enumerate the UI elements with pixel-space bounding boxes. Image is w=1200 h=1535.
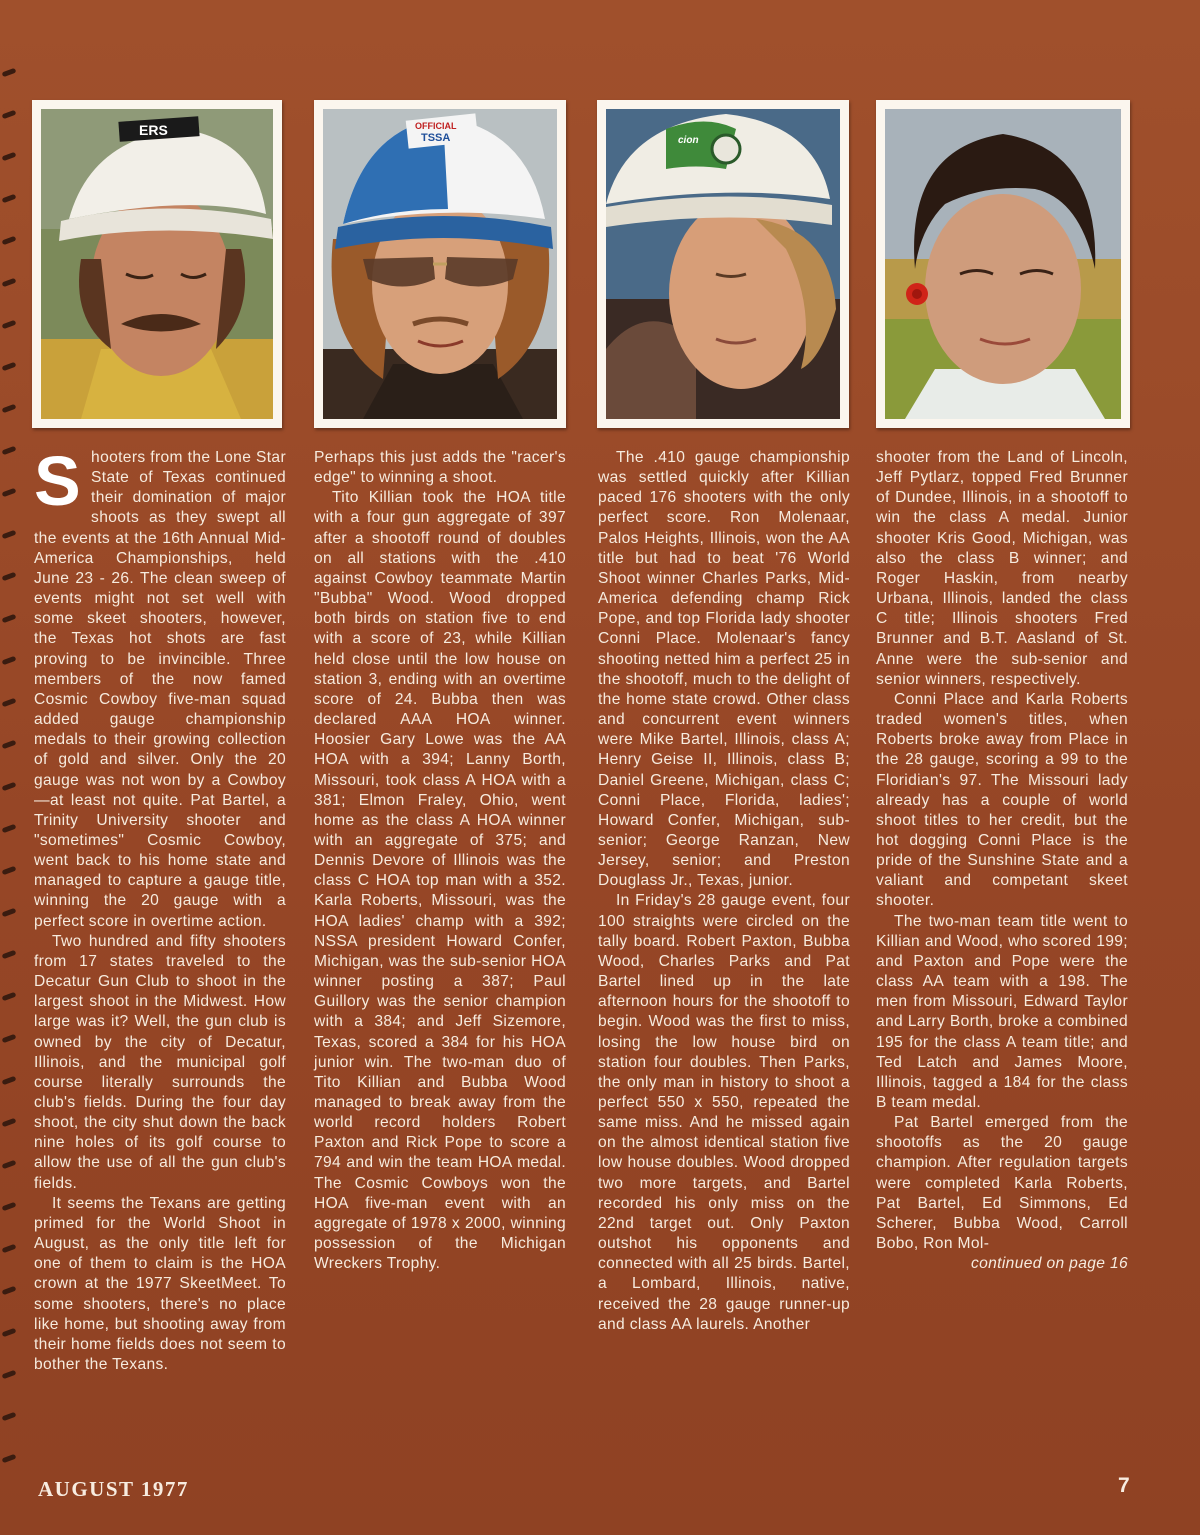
drop-cap: S: [34, 442, 82, 520]
binding-hole: [2, 194, 17, 203]
binding-hole: [2, 572, 17, 581]
article-paragraph: shooter from the Land of Lincoln, Jeff Pytlarz, topped Fred Brunner of Dundee, Illinois, in a shootoff to win the class A medal. Junior shooter Kris Good, Michigan, was also the class B winner; and Roger Haskin, from nearby Urbana, Illinois, landed the class C title; Illinois shooters Fred Brunner and B.T. Aasland of St. Anne were the sub-senior and senior winners, respectively.: [876, 449, 1128, 688]
binding-hole: [2, 656, 17, 665]
paragraph-text: hooters from the Lone Star State of Texas continued their domination of major shoots as they swept all the events at the 16th Annual Mid-America Championships, held June 23 - 26. The clean sweep of events might not set well with some skeet shooters, however, the Texas hot shots are fast proving to be invincible. Three members of the now famed Cosmic Cowboy five-man squad added gauge championship medals to their growing collection of gold and silver. Only the 20 gauge was not won by a Cowboy—at least not quite. Pat Bartel, a Trinity University shooter and "sometimes" Cosmic Cowboy, went back to his home state and managed to capture a gauge title, winning the 20 gauge with a perfect score in overtime action.: [34, 449, 286, 930]
binding-hole: [2, 1202, 17, 1211]
article-paragraph: It seems the Texans are getting primed for the World Shoot in August, as the only title left for one of them to claim is the HOA crown at the 1977 SkeetMeet. To some shooters, there's no place like home, but shooting away from their home fields does not seem to bother the Texans.: [34, 1194, 286, 1374]
article-paragraph: [34, 442, 286, 932]
binding-hole: [2, 278, 17, 287]
binding-hole: [2, 740, 17, 749]
binding-hole: [2, 1412, 17, 1421]
binding-hole: [2, 1034, 17, 1043]
spiral-binding: [0, 0, 26, 1535]
binding-hole: [2, 614, 17, 623]
binding-hole: [2, 68, 17, 77]
article-paragraph: Perhaps this just adds the "racer's edge" to winning a shoot.: [314, 449, 566, 487]
cap-logo-text-2a: OFFICIAL: [415, 121, 457, 131]
binding-hole: [2, 992, 17, 1001]
binding-hole: [2, 320, 17, 329]
binding-hole: [2, 446, 17, 455]
article-paragraph: In Friday's 28 gauge event, four 100 straights were circled on the tally board. Robert Paxton, Bubba Wood, Charles Parks and Pat Bartel lined up in the late afternoon hours for the shootoff to begin. Wood was the first to miss, losing the low house bird on station four doubles. Then Parks, the only man in history to shoot a perfect 550 x 550, repeated the same miss. And he missed again on the almost identical station five low house doubles. Wood dropped two more targets, and Bartel recorded his only miss on the 22nd target out. Only Paxton outshot his opponents and connected with all 25 birds. Bartel, a Lombard, Illinois, native, received the 28 gauge runner-up and class AA laurels. Another: [598, 892, 850, 1333]
binding-hole: [2, 1370, 17, 1379]
portrait-photo-2: [323, 109, 557, 419]
article-paragraph: Two hundred and fifty shooters from 17 states traveled to the Decatur Gun Club to shoot in the largest shoot in the Midwest. How large was it? Well, the gun club is owned by the city of Decatur, Illinois, and the municipal golf course literally surrounds the club's fields. During the four day shoot, the city shut down the back nine holes of its golf course to allow the use of all the gun club's fields.: [34, 932, 286, 1192]
article-column-2: [314, 448, 566, 1274]
binding-hole: [2, 1160, 17, 1169]
cap-logo-text-2b: TSSA: [421, 132, 451, 144]
article-column-3: [598, 448, 850, 1335]
issue-date: AUGUST 1977: [38, 1477, 189, 1501]
binding-hole: [2, 110, 17, 119]
binding-hole: [2, 1454, 17, 1463]
article-column-1: [34, 442, 286, 1375]
binding-hole: [2, 530, 17, 539]
page-number: 7: [1118, 1474, 1130, 1497]
article-paragraph: The two-man team title went to Killian and Wood, who scored 199; and Paxton and Pope were the class AA team with a 198. The men from Missouri, Edward Taylor and Larry Borth, broke a combined 195 for the class A team title; and Ted Latch and James Moore, Illinois, tagged a 184 for the class B team medal.: [876, 912, 1128, 1111]
photo-frame-3: [597, 100, 849, 428]
binding-hole: [2, 1286, 17, 1295]
portrait-photo-1: [41, 109, 273, 419]
article-paragraph: The .410 gauge championship was settled quickly after Killian paced 176 shooters with the only perfect score. Ron Molenaar, Palos Heights, Illinois, won the AA title but had to beat '76 World Shoot winner Charles Parks, Mid-America defending champ Rick Pope, and top Florida lady shooter Conni Place. Molenaar's fancy shooting netted him a perfect 25 in the shootoff, much to the delight of the home state crowd. Other class and concurrent event winners were Mike Bartel, Illinois, class A; Henry Geise II, Illinois, class B; Daniel Greene, Michigan, class C; Conni Place, Florida, ladies'; Howard Confer, Michigan, sub-senior; George Ranzan, New Jersey, senior; and Preston Douglass Jr., Texas, junior.: [598, 449, 850, 890]
binding-hole: [2, 824, 17, 833]
article-column-4: [876, 448, 1128, 1274]
cap-logo-text-3: cion: [678, 135, 699, 146]
photo-frame-2: [314, 100, 566, 428]
article-paragraph: Conni Place and Karla Roberts traded women's titles, when Roberts broke away from Place in the 28 gauge, scoring a 99 to the Floridian's 97. The Missouri lady already has a couple of world shoot titles to her credit, but the hot dogging Conni Place is the pride of the Sunshine State and a valiant and competant skeet shooter.: [876, 690, 1128, 910]
photo-frame-4: [876, 100, 1130, 428]
binding-hole: [2, 1118, 17, 1127]
binding-hole: [2, 362, 17, 371]
continued-note[interactable]: continued on page 16: [970, 1255, 1128, 1273]
binding-hole: [2, 698, 17, 707]
binding-hole: [2, 488, 17, 497]
binding-hole: [2, 1076, 17, 1085]
binding-hole: [2, 236, 17, 245]
binding-hole: [2, 152, 17, 161]
binding-hole: [2, 950, 17, 959]
binding-hole: [2, 1244, 17, 1253]
cap-logo-text-1: ERS: [139, 122, 168, 138]
binding-hole: [2, 866, 17, 875]
photo-frame-1: [32, 100, 282, 428]
binding-hole: [2, 782, 17, 791]
article-paragraph: Pat Bartel emerged from the shootoffs as the 20 gauge champion. After regulation targets were completed Karla Roberts, Pat Bartel, Ed Simmons, Ed Scherer, Bubba Wood, Carroll Bobo, Ron Mol-: [876, 1114, 1128, 1253]
binding-hole: [2, 1328, 17, 1337]
portrait-photo-4: [885, 109, 1121, 419]
binding-hole: [2, 404, 17, 413]
portrait-photo-3: [606, 109, 840, 419]
binding-hole: [2, 908, 17, 917]
article-paragraph: Tito Killian took the HOA title with a four gun aggregate of 397 after a shootoff round of doubles on all stations with the .410 against Cowboy teammate Martin "Bubba" Wood. Wood dropped both birds on station five to end with a score of 23, while Killian held close until the low house on station 3, ending with an overtime score of 24. Bubba then was declared AAA HOA winner. Hoosier Gary Lowe was the AA HOA with a 394; Lanny Borth, Missouri, took class A HOA with a 381; Elmon Fraley, Ohio, went home as the class A HOA winner with an aggregate of 375; and Dennis Devore of Illinois was the class C HOA top man with a 352. Karla Roberts, Missouri, was the HOA ladies' champ with a 392; NSSA president Howard Confer, Michigan, was the sub-senior HOA winner posting a 387; Paul Guillory was the senior champion with a 384; and Jeff Sizemore, Texas, scored a 384 for his HOA junior win. The two-man duo of Tito Killian and Bubba Wood managed to break away from the world record holders Robert Paxton and Rick Pope to score a 794 and win the team HOA medal. The Cosmic Cowboys won the HOA five-man event with an aggregate of 1978 x 2000, winning possession of the Michigan Wreckers Trophy.: [314, 489, 566, 1273]
